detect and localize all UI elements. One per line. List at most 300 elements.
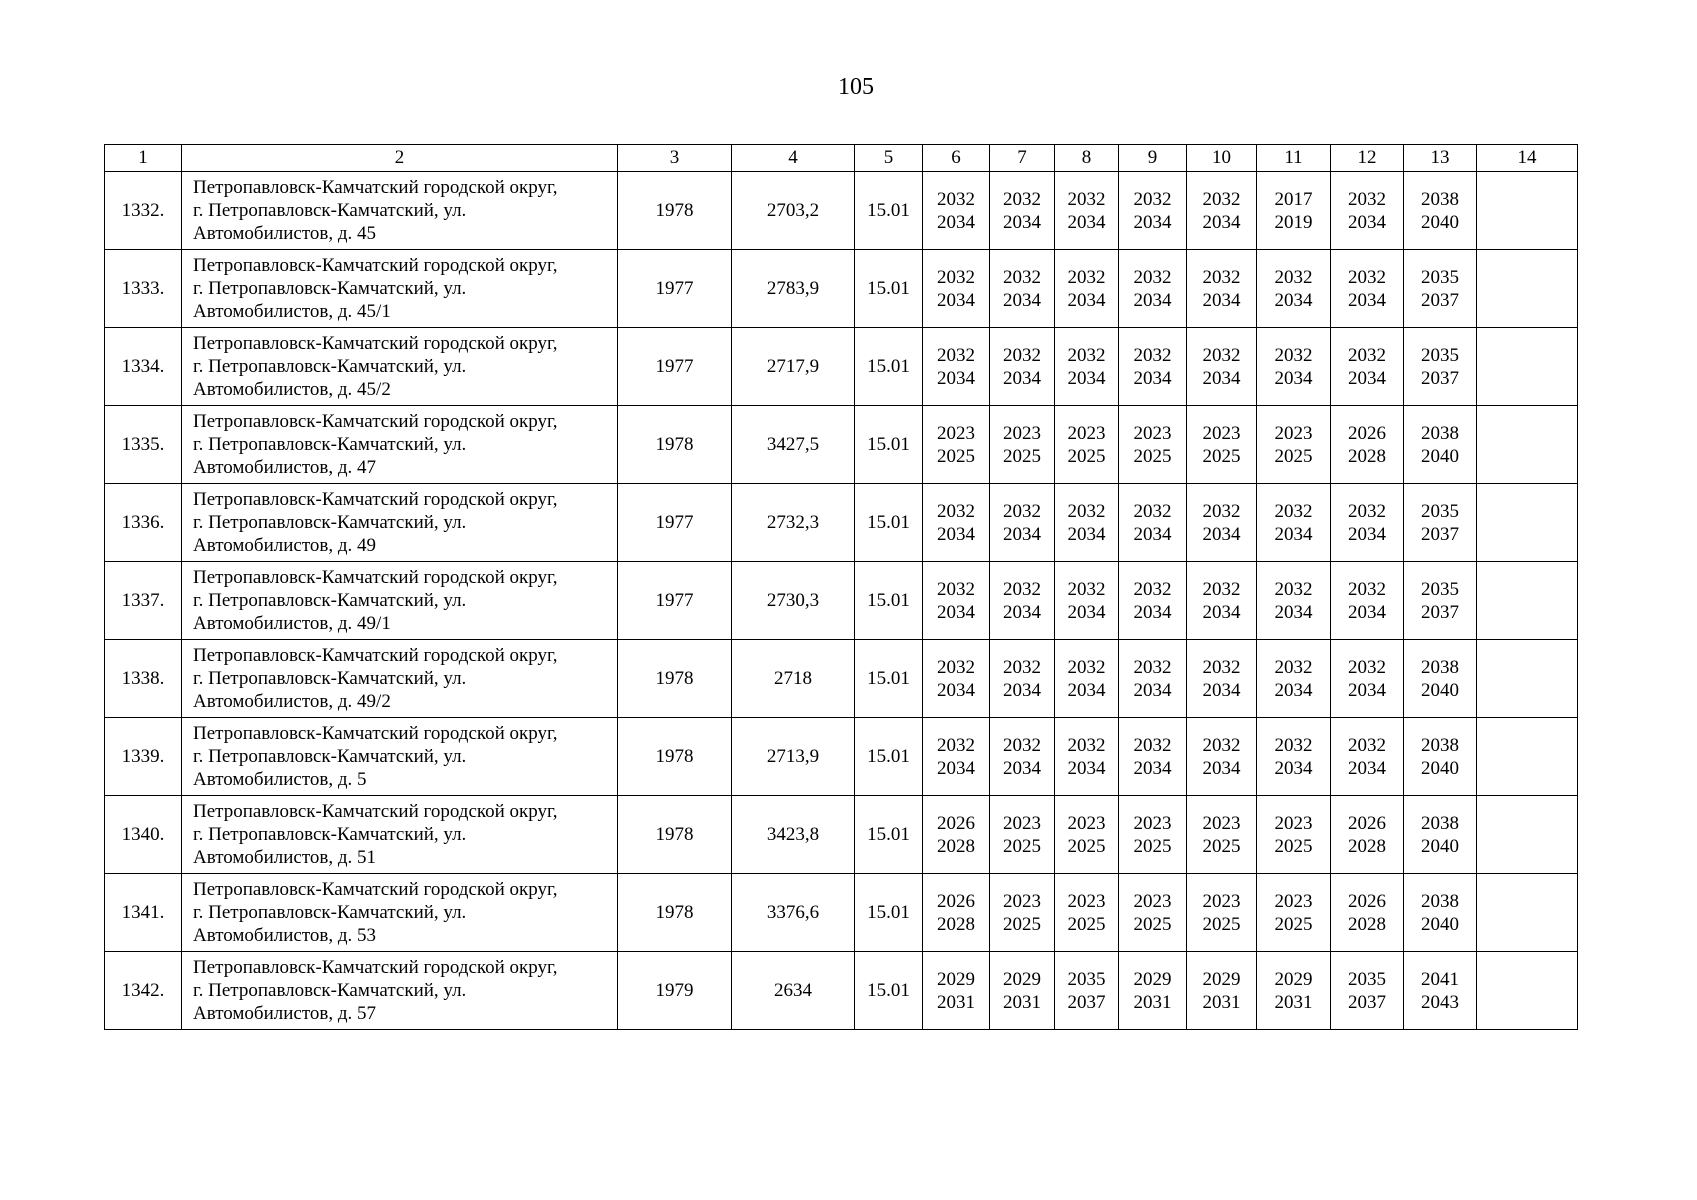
- period-cell-col-9: [1119, 718, 1187, 796]
- period-cell-col-11: [1257, 328, 1331, 406]
- period-start-year: 2023: [1003, 890, 1041, 912]
- address-line: г. Петропавловск-Камчатский, ул.: [193, 356, 467, 377]
- period-start-year: 2023: [1274, 422, 1313, 444]
- period-start-year: 2035: [1421, 344, 1459, 366]
- period-end-year: 2025: [1003, 835, 1041, 857]
- period-end-year: 2034: [1133, 289, 1172, 311]
- period-end-year: 2037: [1421, 601, 1459, 623]
- address-line: г. Петропавловск-Камчатский, ул.: [193, 668, 467, 689]
- period-start-year: 2017: [1274, 188, 1313, 210]
- period-start-year: 2032: [1274, 266, 1313, 288]
- build-year: 1977: [618, 562, 732, 640]
- period-start-year: 2035: [1348, 968, 1386, 990]
- period-end-year: 2028: [937, 913, 975, 935]
- period-end-year: 2037: [1421, 289, 1459, 311]
- period-cell-col-7: [990, 328, 1055, 406]
- period-end-year: 2037: [1421, 523, 1459, 545]
- period-end-year: 2034: [1202, 757, 1241, 779]
- address-line: Автомобилистов, д. 49/2: [193, 691, 391, 712]
- period-start-year: 2026: [1348, 812, 1386, 834]
- period-start-year: 2023: [1202, 422, 1241, 444]
- address-line: Автомобилистов, д. 49/1: [193, 613, 391, 634]
- area-value: 2718: [732, 640, 855, 718]
- period-end-year: 2025: [1133, 835, 1172, 857]
- period-end-year: 2040: [1421, 913, 1459, 935]
- address-line: г. Петропавловск-Камчатский, ул.: [193, 824, 467, 845]
- period-end-year: 2025: [1067, 835, 1106, 857]
- period-cell-col-10: [1187, 328, 1257, 406]
- period-cell-col-13: [1404, 172, 1477, 250]
- period-end-year: 2034: [1067, 757, 1106, 779]
- period-cell-col-8: [1055, 796, 1119, 874]
- period-end-year: 2034: [1274, 523, 1313, 545]
- period-start-year: 2023: [937, 422, 975, 444]
- period-cell-col-12: [1331, 406, 1404, 484]
- period-end-year: 2031: [1202, 991, 1241, 1013]
- table-row: [105, 796, 1578, 874]
- period-start-year: 2023: [1133, 422, 1172, 444]
- period-end-year: 2034: [1348, 289, 1386, 311]
- period-start-year: 2032: [937, 344, 975, 366]
- table-row: [105, 952, 1578, 1030]
- address-line: Автомобилистов, д. 45/2: [193, 379, 391, 400]
- column-header-5: 5: [855, 145, 923, 172]
- period-cell-col-9: [1119, 952, 1187, 1030]
- period-start-year: 2026: [1348, 890, 1386, 912]
- column-header-4: 4: [732, 145, 855, 172]
- address-cell: [182, 718, 618, 796]
- period-cell-col-10: [1187, 172, 1257, 250]
- period-start-year: 2035: [1421, 578, 1459, 600]
- period-end-year: 2034: [1348, 523, 1386, 545]
- period-end-year: 2025: [1202, 913, 1241, 935]
- period-cell-col-8: [1055, 952, 1119, 1030]
- period-end-year: 2040: [1421, 757, 1459, 779]
- notes-cell: [1477, 250, 1578, 328]
- area-value: 3423,8: [732, 796, 855, 874]
- row-number: 1341.: [105, 874, 182, 952]
- period-cell-col-12: [1331, 796, 1404, 874]
- period-cell-col-12: [1331, 250, 1404, 328]
- address-cell: [182, 250, 618, 328]
- period-start-year: 2032: [937, 266, 975, 288]
- period-end-year: 2034: [1274, 757, 1313, 779]
- period-cell-col-9: [1119, 640, 1187, 718]
- period-end-year: 2025: [1274, 445, 1313, 467]
- period-end-year: 2034: [1067, 679, 1106, 701]
- notes-cell: [1477, 952, 1578, 1030]
- address-cell: [182, 874, 618, 952]
- period-end-year: 2034: [1003, 367, 1041, 389]
- address-line: Петропавловск-Камчатский городской округ,: [193, 801, 558, 822]
- column-header-7: 7: [990, 145, 1055, 172]
- period-start-year: 2029: [1202, 968, 1241, 990]
- period-end-year: 2037: [1067, 991, 1106, 1013]
- period-end-year: 2034: [1348, 367, 1386, 389]
- date-value: 15.01: [855, 328, 923, 406]
- notes-cell: [1477, 874, 1578, 952]
- period-cell-col-8: [1055, 640, 1119, 718]
- period-end-year: 2040: [1421, 679, 1459, 701]
- period-end-year: 2034: [1003, 679, 1041, 701]
- period-end-year: 2034: [937, 601, 975, 623]
- period-start-year: 2038: [1421, 734, 1459, 756]
- address-cell: [182, 640, 618, 718]
- period-cell-col-11: [1257, 250, 1331, 328]
- period-start-year: 2032: [1348, 188, 1386, 210]
- build-year: 1978: [618, 640, 732, 718]
- build-year: 1977: [618, 250, 732, 328]
- period-cell-col-7: [990, 874, 1055, 952]
- period-end-year: 2025: [1003, 445, 1041, 467]
- period-start-year: 2032: [1133, 656, 1172, 678]
- period-cell-col-9: [1119, 328, 1187, 406]
- period-cell-col-12: [1331, 640, 1404, 718]
- period-cell-col-13: [1404, 406, 1477, 484]
- period-cell-col-10: [1187, 952, 1257, 1030]
- period-start-year: 2026: [1348, 422, 1386, 444]
- period-cell-col-8: [1055, 250, 1119, 328]
- period-start-year: 2032: [1003, 500, 1041, 522]
- period-end-year: 2034: [1348, 679, 1386, 701]
- notes-cell: [1477, 406, 1578, 484]
- date-value: 15.01: [855, 952, 923, 1030]
- period-end-year: 2034: [1067, 601, 1106, 623]
- period-start-year: 2029: [1274, 968, 1313, 990]
- period-cell-col-11: [1257, 718, 1331, 796]
- period-start-year: 2023: [1003, 422, 1041, 444]
- period-cell-col-12: [1331, 328, 1404, 406]
- period-end-year: 2034: [1133, 757, 1172, 779]
- period-end-year: 2040: [1421, 211, 1459, 233]
- period-cell-col-13: [1404, 952, 1477, 1030]
- period-start-year: 2029: [1003, 968, 1041, 990]
- area-value: 2732,3: [732, 484, 855, 562]
- address-line: Автомобилистов, д. 53: [193, 925, 377, 946]
- period-cell-col-11: [1257, 172, 1331, 250]
- period-start-year: 2032: [1003, 578, 1041, 600]
- date-value: 15.01: [855, 562, 923, 640]
- period-start-year: 2032: [1133, 578, 1172, 600]
- period-end-year: 2037: [1421, 367, 1459, 389]
- period-end-year: 2034: [1003, 757, 1041, 779]
- period-cell-col-6: [923, 874, 990, 952]
- period-start-year: 2032: [1067, 266, 1106, 288]
- row-number: 1335.: [105, 406, 182, 484]
- date-value: 15.01: [855, 484, 923, 562]
- period-end-year: 2034: [937, 757, 975, 779]
- table-body: [105, 172, 1578, 1030]
- period-cell-col-8: [1055, 328, 1119, 406]
- period-start-year: 2032: [1133, 734, 1172, 756]
- period-start-year: 2023: [1133, 890, 1172, 912]
- period-start-year: 2038: [1421, 188, 1459, 210]
- period-start-year: 2032: [937, 656, 975, 678]
- period-start-year: 2023: [1067, 890, 1106, 912]
- period-end-year: 2034: [937, 367, 975, 389]
- period-end-year: 2025: [937, 445, 975, 467]
- address-line: Автомобилистов, д. 47: [193, 457, 377, 478]
- period-cell-col-13: [1404, 484, 1477, 562]
- period-cell-col-13: [1404, 796, 1477, 874]
- period-end-year: 2025: [1133, 445, 1172, 467]
- period-end-year: 2034: [1133, 211, 1172, 233]
- period-cell-col-10: [1187, 796, 1257, 874]
- address-line: Автомобилистов, д. 5: [193, 769, 367, 790]
- column-header-13: 13: [1404, 145, 1477, 172]
- period-end-year: 2028: [937, 835, 975, 857]
- row-number: 1339.: [105, 718, 182, 796]
- period-start-year: 2032: [937, 500, 975, 522]
- period-end-year: 2034: [1274, 367, 1313, 389]
- period-start-year: 2032: [937, 188, 975, 210]
- period-start-year: 2023: [1003, 812, 1041, 834]
- address-cell: [182, 484, 618, 562]
- period-cell-col-8: [1055, 718, 1119, 796]
- table-row: [105, 484, 1578, 562]
- table-row: [105, 640, 1578, 718]
- period-cell-col-6: [923, 484, 990, 562]
- period-start-year: 2038: [1421, 890, 1459, 912]
- address-cell: [182, 952, 618, 1030]
- period-cell-col-10: [1187, 406, 1257, 484]
- column-header-8: 8: [1055, 145, 1119, 172]
- period-end-year: 2034: [1348, 757, 1386, 779]
- address-cell: [182, 172, 618, 250]
- address-line: г. Петропавловск-Камчатский, ул.: [193, 278, 467, 299]
- address-line: г. Петропавловск-Камчатский, ул.: [193, 200, 467, 221]
- period-cell-col-9: [1119, 874, 1187, 952]
- notes-cell: [1477, 484, 1578, 562]
- period-end-year: 2025: [1202, 835, 1241, 857]
- period-start-year: 2032: [1202, 500, 1241, 522]
- period-end-year: 2037: [1348, 991, 1386, 1013]
- address-cell: [182, 328, 618, 406]
- period-end-year: 2034: [1274, 679, 1313, 701]
- address-line: Петропавловск-Камчатский городской округ,: [193, 489, 558, 510]
- period-start-year: 2032: [1202, 266, 1241, 288]
- period-end-year: 2034: [1274, 289, 1313, 311]
- period-cell-col-12: [1331, 952, 1404, 1030]
- period-start-year: 2032: [1274, 656, 1313, 678]
- period-end-year: 2025: [1274, 913, 1313, 935]
- period-end-year: 2034: [1348, 211, 1386, 233]
- period-start-year: 2032: [1133, 500, 1172, 522]
- period-cell-col-7: [990, 562, 1055, 640]
- period-cell-col-7: [990, 718, 1055, 796]
- period-start-year: 2032: [1274, 500, 1313, 522]
- period-cell-col-9: [1119, 796, 1187, 874]
- area-value: 2717,9: [732, 328, 855, 406]
- period-start-year: 2032: [1067, 188, 1106, 210]
- area-value: 2783,9: [732, 250, 855, 328]
- row-number: 1333.: [105, 250, 182, 328]
- period-cell-col-10: [1187, 640, 1257, 718]
- period-start-year: 2023: [1067, 422, 1106, 444]
- period-end-year: 2034: [1202, 211, 1241, 233]
- period-start-year: 2032: [1274, 734, 1313, 756]
- area-value: 3427,5: [732, 406, 855, 484]
- build-year: 1979: [618, 952, 732, 1030]
- housing-registry-table: [104, 144, 1578, 1030]
- column-header-12: 12: [1331, 145, 1404, 172]
- table-row: [105, 562, 1578, 640]
- period-end-year: 2025: [1067, 913, 1106, 935]
- period-end-year: 2034: [1003, 289, 1041, 311]
- period-cell-col-8: [1055, 562, 1119, 640]
- notes-cell: [1477, 172, 1578, 250]
- table-row: [105, 250, 1578, 328]
- table-header-row: [105, 145, 1578, 172]
- period-end-year: 2034: [1003, 211, 1041, 233]
- address-line: Автомобилистов, д. 57: [193, 1003, 377, 1024]
- area-value: 2713,9: [732, 718, 855, 796]
- period-start-year: 2032: [1133, 266, 1172, 288]
- address-line: Петропавловск-Камчатский городской округ,: [193, 255, 558, 276]
- period-end-year: 2034: [1202, 601, 1241, 623]
- address-line: г. Петропавловск-Камчатский, ул.: [193, 980, 467, 1001]
- area-value: 3376,6: [732, 874, 855, 952]
- period-start-year: 2032: [1133, 188, 1172, 210]
- address-line: г. Петропавловск-Камчатский, ул.: [193, 512, 467, 533]
- period-cell-col-9: [1119, 562, 1187, 640]
- address-line: Петропавловск-Камчатский городской округ,: [193, 957, 558, 978]
- address-cell: [182, 406, 618, 484]
- period-end-year: 2034: [1067, 211, 1106, 233]
- period-cell-col-7: [990, 640, 1055, 718]
- period-start-year: 2032: [1133, 344, 1172, 366]
- period-end-year: 2028: [1348, 913, 1386, 935]
- row-number: 1332.: [105, 172, 182, 250]
- period-cell-col-7: [990, 952, 1055, 1030]
- period-end-year: 2025: [1133, 913, 1172, 935]
- period-start-year: 2032: [1202, 656, 1241, 678]
- period-start-year: 2032: [1348, 578, 1386, 600]
- period-cell-col-7: [990, 172, 1055, 250]
- period-start-year: 2032: [1348, 656, 1386, 678]
- period-cell-col-10: [1187, 718, 1257, 796]
- period-end-year: 2034: [1133, 601, 1172, 623]
- build-year: 1978: [618, 718, 732, 796]
- period-start-year: 2029: [937, 968, 975, 990]
- period-cell-col-8: [1055, 874, 1119, 952]
- period-end-year: 2025: [1067, 445, 1106, 467]
- period-end-year: 2034: [1067, 289, 1106, 311]
- period-start-year: 2032: [1274, 344, 1313, 366]
- period-cell-col-7: [990, 796, 1055, 874]
- period-cell-col-10: [1187, 484, 1257, 562]
- address-line: Петропавловск-Камчатский городской округ,: [193, 645, 558, 666]
- period-start-year: 2032: [1067, 734, 1106, 756]
- period-start-year: 2032: [1067, 344, 1106, 366]
- period-cell-col-11: [1257, 952, 1331, 1030]
- period-end-year: 2031: [1133, 991, 1172, 1013]
- period-end-year: 2031: [1003, 991, 1041, 1013]
- period-start-year: 2023: [1274, 890, 1313, 912]
- address-line: г. Петропавловск-Камчатский, ул.: [193, 434, 467, 455]
- period-start-year: 2023: [1202, 890, 1241, 912]
- period-start-year: 2023: [1202, 812, 1241, 834]
- period-start-year: 2032: [1202, 578, 1241, 600]
- period-start-year: 2032: [1067, 500, 1106, 522]
- period-end-year: 2043: [1421, 991, 1459, 1013]
- address-line: Петропавловск-Камчатский городской округ,: [193, 567, 558, 588]
- period-end-year: 2034: [1202, 523, 1241, 545]
- period-end-year: 2034: [1003, 601, 1041, 623]
- period-start-year: 2038: [1421, 812, 1459, 834]
- period-cell-col-6: [923, 952, 990, 1030]
- area-value: 2703,2: [732, 172, 855, 250]
- period-start-year: 2032: [1202, 188, 1241, 210]
- address-line: Автомобилистов, д. 45: [193, 223, 377, 244]
- build-year: 1977: [618, 484, 732, 562]
- period-start-year: 2041: [1421, 968, 1459, 990]
- address-line: Петропавловск-Камчатский городской округ,: [193, 879, 558, 900]
- period-start-year: 2032: [1348, 344, 1386, 366]
- notes-cell: [1477, 562, 1578, 640]
- period-cell-col-11: [1257, 874, 1331, 952]
- period-cell-col-11: [1257, 562, 1331, 640]
- period-cell-col-13: [1404, 874, 1477, 952]
- period-cell-col-6: [923, 172, 990, 250]
- column-header-14: 14: [1477, 145, 1578, 172]
- column-header-11: 11: [1257, 145, 1331, 172]
- period-cell-col-9: [1119, 250, 1187, 328]
- notes-cell: [1477, 796, 1578, 874]
- period-cell-col-12: [1331, 172, 1404, 250]
- period-start-year: 2032: [1003, 344, 1041, 366]
- period-end-year: 2034: [1202, 367, 1241, 389]
- period-end-year: 2034: [937, 523, 975, 545]
- period-cell-col-6: [923, 406, 990, 484]
- period-end-year: 2031: [1274, 991, 1313, 1013]
- period-cell-col-6: [923, 796, 990, 874]
- period-start-year: 2023: [1274, 812, 1313, 834]
- period-cell-col-6: [923, 250, 990, 328]
- period-start-year: 2032: [1348, 266, 1386, 288]
- period-end-year: 2040: [1421, 835, 1459, 857]
- build-year: 1977: [618, 328, 732, 406]
- table-row: [105, 172, 1578, 250]
- period-end-year: 2034: [1202, 679, 1241, 701]
- period-end-year: 2034: [937, 211, 975, 233]
- area-value: 2730,3: [732, 562, 855, 640]
- period-cell-col-12: [1331, 562, 1404, 640]
- column-header-3: 3: [618, 145, 732, 172]
- date-value: 15.01: [855, 406, 923, 484]
- period-start-year: 2032: [1202, 734, 1241, 756]
- period-cell-col-9: [1119, 484, 1187, 562]
- row-number: 1338.: [105, 640, 182, 718]
- table-row: [105, 406, 1578, 484]
- period-start-year: 2026: [937, 890, 975, 912]
- period-cell-col-9: [1119, 172, 1187, 250]
- period-start-year: 2032: [937, 578, 975, 600]
- period-start-year: 2023: [1133, 812, 1172, 834]
- build-year: 1978: [618, 406, 732, 484]
- table-row: [105, 718, 1578, 796]
- address-line: г. Петропавловск-Камчатский, ул.: [193, 746, 467, 767]
- period-cell-col-13: [1404, 328, 1477, 406]
- date-value: 15.01: [855, 172, 923, 250]
- period-cell-col-12: [1331, 718, 1404, 796]
- address-line: Петропавловск-Камчатский городской округ,: [193, 723, 558, 744]
- page-number: 105: [838, 74, 874, 100]
- period-end-year: 2034: [937, 679, 975, 701]
- period-end-year: 2028: [1348, 835, 1386, 857]
- period-cell-col-9: [1119, 406, 1187, 484]
- period-start-year: 2032: [1274, 578, 1313, 600]
